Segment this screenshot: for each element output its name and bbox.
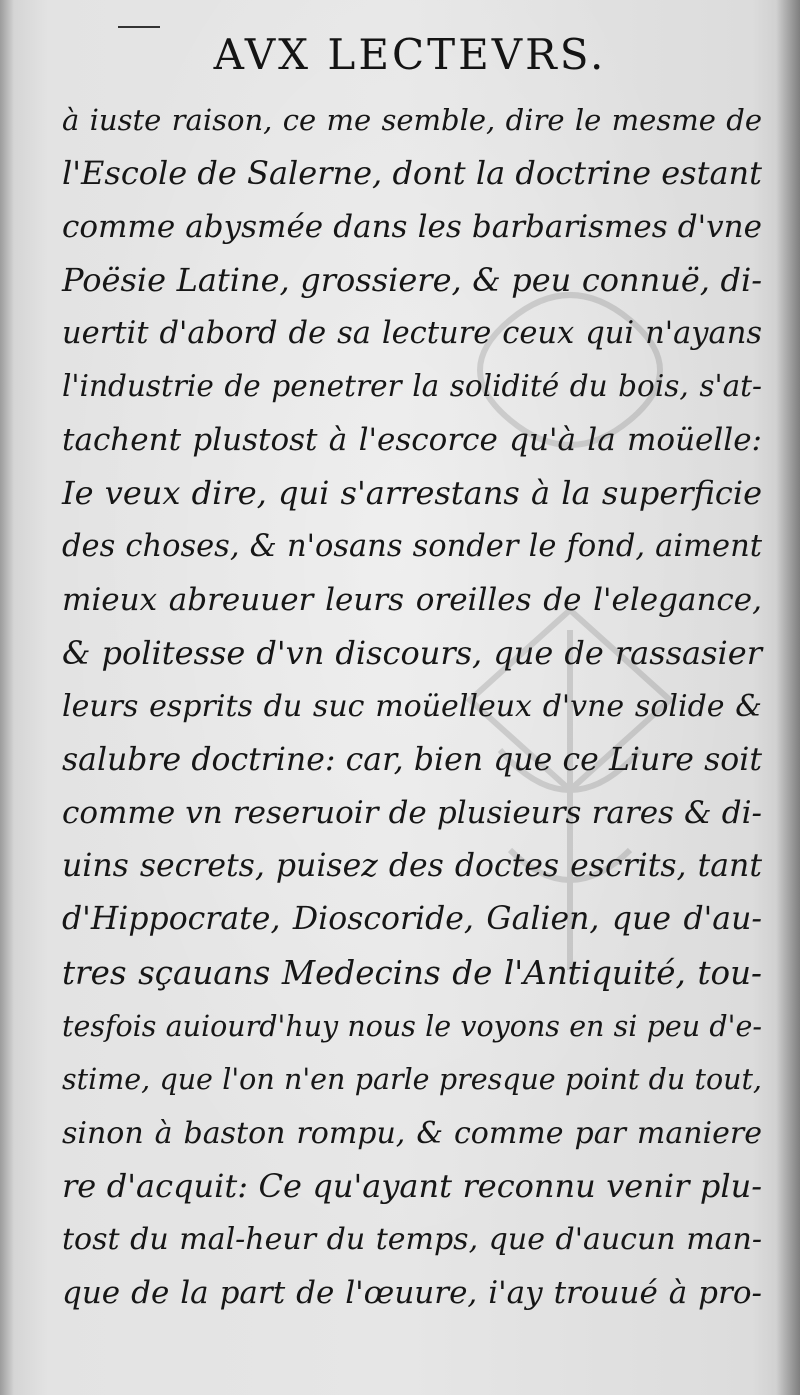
text-line: comme vn reseruoir de plusieurs rares & di- <box>62 794 762 831</box>
text-line: uins secrets, puisez des doctes escrits, tant <box>62 848 762 885</box>
text-line: mieux abreuuer leurs oreilles de l'elegance, <box>62 581 762 618</box>
text-line: leurs esprits du suc moüelleux d'vne solide & <box>62 689 762 725</box>
text-line: Poësie Latine, grossiere, & peu connuë, di- <box>62 260 762 299</box>
running-head: AVX LECTEVRS. <box>213 30 607 79</box>
text-line: & politesse d'vn discours, que de rassasier <box>62 633 762 672</box>
text-line: que de la part de l'œuure, i'ay trouué à pro- <box>62 1274 762 1311</box>
text-line: tres sçauans Medecins de l'Antiquité, tou- <box>62 953 762 992</box>
text-line: comme abysmée dans les barbarismes d'vne <box>62 208 762 245</box>
text-line: l'Escole de Salerne, dont la doctrine estant <box>62 154 762 193</box>
text-line: d'Hippocrate, Dioscoride, Galien, que d'au- <box>62 901 762 938</box>
text-line: tesfois auiourd'huy nous le voyons en si peu d'e- <box>62 1010 762 1044</box>
text-line: tost du mal-heur du temps, que d'aucun man- <box>62 1222 762 1258</box>
text-line: uertit d'abord de sa lecture ceux qui n'ayans <box>62 316 762 352</box>
text-line: tachent plustost à l'escorce qu'à la moüelle: <box>62 421 762 458</box>
page-text-block <box>62 94 762 1320</box>
page-right-shadow <box>776 0 800 1395</box>
text-line: à iuste raison, ce me semble, dire le mesme de <box>62 103 762 137</box>
text-line: Ie veux dire, qui s'arrestans à la superficie <box>62 474 762 513</box>
text-line: sinon à baston rompu, & comme par maniere <box>62 1115 762 1151</box>
text-line: stime, que l'on n'en parle presque point du tout, <box>62 1063 762 1097</box>
text-line: re d'acquit: Ce qu'ayant reconnu venir plu- <box>62 1166 762 1205</box>
text-line: salubre doctrine: car, bien que ce Liure soit <box>62 741 762 778</box>
text-line: des choses, & n'osans sonder le fond, aiment <box>62 529 762 565</box>
page-left-shadow <box>0 0 14 1395</box>
text-line: l'industrie de penetrer la solidité du bois, s'at- <box>62 369 762 404</box>
